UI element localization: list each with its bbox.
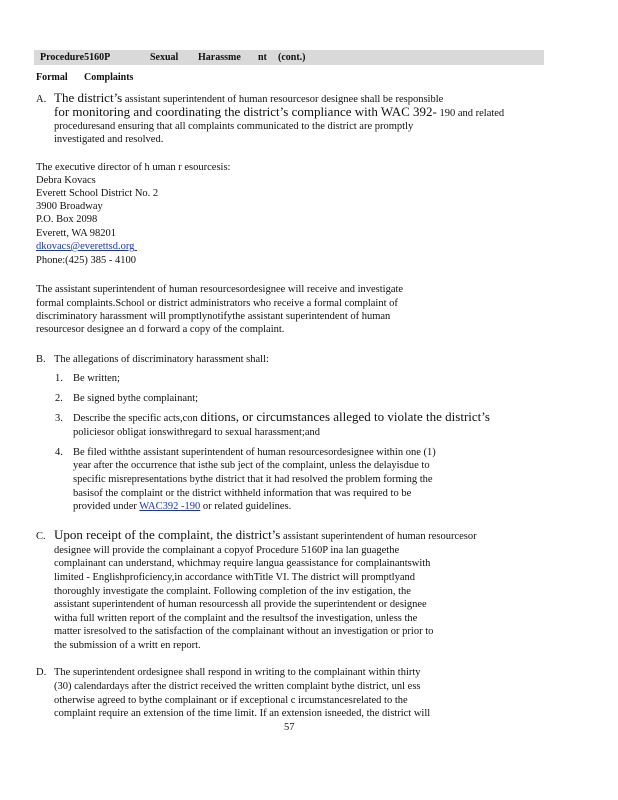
contact-district: Everett School District No. 2	[36, 188, 159, 199]
item-c-line: matter isresolved to the satisfaction of the complainant without an investigation or prior to	[54, 626, 434, 637]
contact-name: Debra Kovacs	[36, 175, 96, 186]
list-number: 1.	[55, 373, 63, 384]
paragraph-line: resourcesor designee an d forward a copy of the complaint.	[36, 324, 285, 335]
item-d-line: otherwise agreed to bythe complainant or if exceptional c ircumstancesrelated to the	[54, 695, 408, 706]
item-c-line: designee will provide the complainant a copyof Procedure 5160P ina lan guagethe	[54, 545, 400, 556]
contact-street: 3900 Broadway	[36, 201, 103, 212]
item-c-line: thoroughly investigate the complaint. Following completion of the inv estigation, the	[54, 586, 411, 597]
item-c-line: assistant superintendent of human resourcessh all provide the superintendent or designee	[54, 599, 427, 610]
section-heading-word: Formal	[36, 72, 68, 83]
list-item-text: provided under	[73, 501, 137, 512]
item-a-emphasis: The district’s	[54, 90, 123, 105]
contact-city: Everett, WA 98201	[36, 228, 117, 239]
contact-po-box: P.O. Box 2098	[36, 214, 98, 225]
item-c-line: witha full written report of the complaint and the resultsof the investigation, unless the	[54, 613, 418, 624]
item-a-marker: A.	[36, 94, 47, 105]
list-item: Be written;	[73, 373, 120, 384]
email-link-underline	[134, 240, 162, 253]
list-item-text: or related guidelines.	[202, 501, 292, 512]
list-number: 2.	[55, 393, 63, 404]
item-b-intro: The allegations of discriminatory harassment shall:	[54, 354, 269, 365]
list-number: 3.	[55, 413, 63, 424]
header-title-word: nt	[258, 52, 267, 63]
item-d-line: (30) calendardays after the district received the written complaint bythe district, unl ess	[54, 681, 421, 692]
list-item: Be signed bythe complainant;	[73, 393, 199, 404]
list-number: 4.	[55, 447, 63, 458]
list-item-emphasis: ditions, or circumstances alleged to violate the district’s	[200, 409, 490, 424]
item-c-text: assistant superintendent of human resourcesor	[282, 531, 477, 542]
paragraph-line: formal complaints.School or district administrators who receive a formal complaint of	[36, 298, 398, 309]
list-item	[73, 410, 490, 425]
item-a-line: investigated and resolved.	[54, 134, 164, 145]
wac-link[interactable]: WAC392 -190	[139, 501, 201, 512]
list-item-line: basisof the complaint or the district withheld information that was required to be	[73, 488, 412, 499]
item-b-marker: B.	[36, 354, 46, 365]
email-link-text[interactable]: dkovacs@everettsd.org	[36, 241, 135, 252]
list-item-line: specific misrepresentations bythe district that it had resolved the problem forming the	[73, 474, 433, 485]
document-header-bar	[34, 50, 544, 65]
item-d-line: The superintendent ordesignee shall respond in writing to the complainant within thirty	[54, 667, 421, 678]
item-a-line: proceduresand ensuring that all complaints communicated to the district are promptly	[54, 121, 414, 132]
paragraph-line: The assistant superintendent of human resourcesordesignee will receive and investigate	[36, 284, 404, 295]
item-a-line	[54, 105, 504, 120]
item-c-marker: C.	[36, 531, 46, 542]
page-number: 57	[284, 722, 295, 733]
paragraph-line: discriminatory harassment will promptlynotifythe assistant superintendent of human	[36, 311, 391, 322]
list-item-line	[73, 500, 291, 513]
contact-phone: Phone:(425) 385 - 4100	[36, 255, 137, 266]
item-c-line: complainant can understand, whichmay require langua geassistance for complainantswith	[54, 558, 431, 569]
list-item-text: Describe the specific acts,con	[73, 413, 198, 424]
contact-intro: The executive director of h uman r esourcesis:	[36, 162, 231, 173]
item-c-line: the submission of a writt en report.	[54, 640, 201, 651]
contact-email-link[interactable]	[36, 240, 162, 253]
list-item-line: year after the occurrence that isthe sub ject of the complaint, unless the delayisdue to	[73, 460, 430, 471]
item-a-emphasis: for monitoring and coordinating the district’s compliance with WAC 392-	[54, 104, 437, 119]
list-item: Be filed withthe assistant superintendent of human resourcesordesignee within one (1)	[73, 447, 436, 458]
item-c-line: limited - Englishproficiency,in accordance withTitle VI. The district will promptlyand	[54, 572, 416, 583]
item-c-emphasis: Upon receipt of the complaint, the district’s	[54, 527, 281, 542]
item-d-marker: D.	[36, 667, 47, 678]
item-a-text: 190 and related	[439, 108, 505, 119]
item-c-line	[54, 528, 477, 543]
procedure-number: Procedure5160P	[40, 52, 111, 63]
list-item-line: policiesor obligat ionswithregard to sexual harassment;and	[73, 427, 320, 438]
header-title-word: Harassme	[198, 52, 241, 63]
section-heading-word: Complaints	[84, 72, 134, 83]
item-a-text: assistant superintendent of human resourcesor designee shall be responsible	[124, 94, 444, 105]
item-d-line: complaint require an extension of the time limit. If an extension isneeded, the district will	[54, 708, 431, 719]
header-continued: (cont.)	[278, 52, 306, 63]
header-title-word: Sexual	[150, 52, 179, 63]
